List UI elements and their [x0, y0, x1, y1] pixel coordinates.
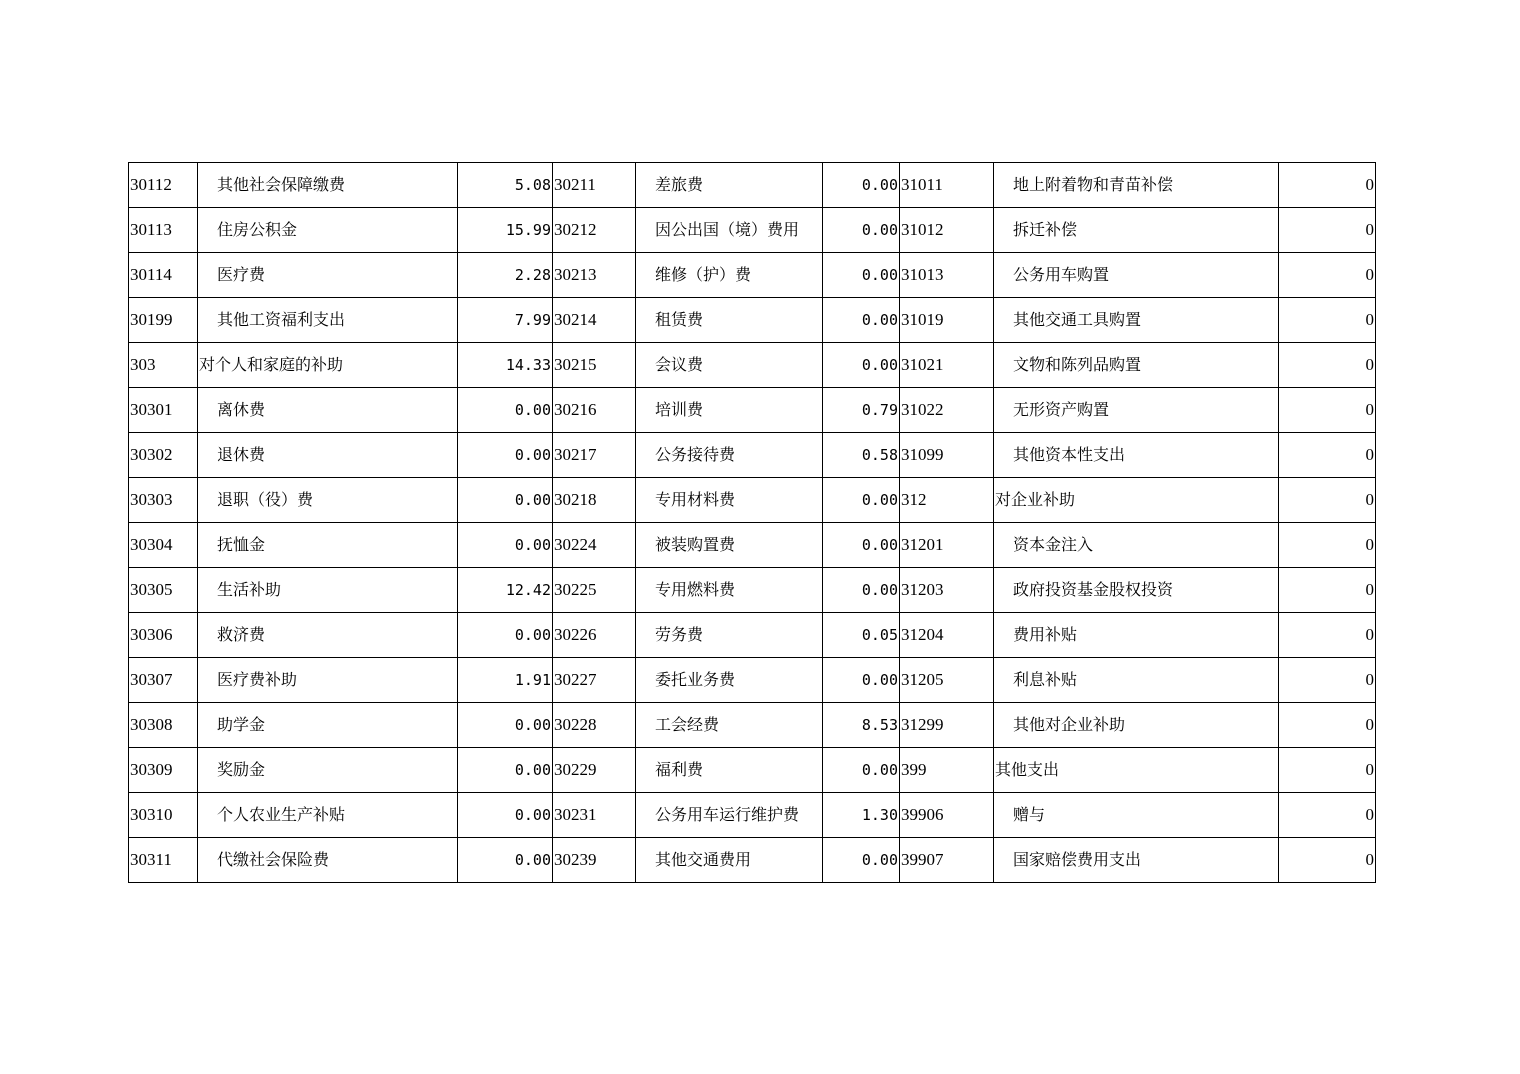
amount-cell: 0.00: [458, 433, 553, 478]
item-code-cell: 30225: [553, 568, 636, 613]
item-code-cell: 31205: [900, 658, 994, 703]
item-code-cell: 30199: [129, 298, 198, 343]
item-code-cell: 30309: [129, 748, 198, 793]
item-name-cell: 公务用车运行维护费: [636, 793, 823, 838]
amount-cell: 0.00: [823, 838, 900, 883]
item-name-cell: 政府投资基金股权投资: [994, 568, 1279, 613]
item-name-cell: 对个人和家庭的补助: [198, 343, 458, 388]
item-name-cell: 委托业务费: [636, 658, 823, 703]
table-row: [129, 298, 1376, 343]
item-name-cell: 助学金: [198, 703, 458, 748]
item-name-cell: 费用补贴: [994, 613, 1279, 658]
item-code-cell: 30305: [129, 568, 198, 613]
amount-cell: 12.42: [458, 568, 553, 613]
item-name-cell: 救济费: [198, 613, 458, 658]
item-name-cell: 拆迁补偿: [994, 208, 1279, 253]
amount-cell: 0.00: [823, 163, 900, 208]
amount-cell: 0.58: [823, 433, 900, 478]
amount-cell: 0: [1279, 253, 1376, 298]
item-code-cell: 30211: [553, 163, 636, 208]
amount-cell: 0: [1279, 388, 1376, 433]
amount-cell: 0: [1279, 298, 1376, 343]
item-name-cell: 其他社会保障缴费: [198, 163, 458, 208]
amount-cell: 0.00: [458, 793, 553, 838]
item-name-cell: 其他对企业补助: [994, 703, 1279, 748]
item-code-cell: 30113: [129, 208, 198, 253]
amount-cell: 0: [1279, 523, 1376, 568]
table-row: [129, 838, 1376, 883]
amount-cell: 0.00: [823, 343, 900, 388]
item-name-cell: 其他交通工具购置: [994, 298, 1279, 343]
item-code-cell: 30304: [129, 523, 198, 568]
amount-cell: 2.28: [458, 253, 553, 298]
item-name-cell: 因公出国（境）费用: [636, 208, 823, 253]
amount-cell: 14.33: [458, 343, 553, 388]
item-code-cell: 31019: [900, 298, 994, 343]
table-row: [129, 208, 1376, 253]
item-name-cell: 其他支出: [994, 748, 1279, 793]
item-name-cell: 奖励金: [198, 748, 458, 793]
amount-cell: 0.00: [458, 388, 553, 433]
item-name-cell: 会议费: [636, 343, 823, 388]
item-code-cell: 30212: [553, 208, 636, 253]
table-row: [129, 478, 1376, 523]
item-code-cell: 30301: [129, 388, 198, 433]
amount-cell: 0.00: [823, 523, 900, 568]
item-name-cell: 无形资产购置: [994, 388, 1279, 433]
item-code-cell: 31012: [900, 208, 994, 253]
item-code-cell: 30308: [129, 703, 198, 748]
item-name-cell: 福利费: [636, 748, 823, 793]
item-code-cell: 30226: [553, 613, 636, 658]
amount-cell: 0: [1279, 793, 1376, 838]
amount-cell: 1.91: [458, 658, 553, 703]
budget-table: [128, 162, 1376, 883]
amount-cell: 0.79: [823, 388, 900, 433]
item-code-cell: 30306: [129, 613, 198, 658]
item-code-cell: 30213: [553, 253, 636, 298]
amount-cell: 0.00: [458, 478, 553, 523]
item-code-cell: 31204: [900, 613, 994, 658]
item-code-cell: 30239: [553, 838, 636, 883]
item-name-cell: 其他工资福利支出: [198, 298, 458, 343]
amount-cell: 5.08: [458, 163, 553, 208]
amount-cell: 0.00: [458, 613, 553, 658]
amount-cell: 0: [1279, 703, 1376, 748]
table-row: [129, 568, 1376, 613]
item-name-cell: 专用燃料费: [636, 568, 823, 613]
item-code-cell: 30224: [553, 523, 636, 568]
item-name-cell: 公务用车购置: [994, 253, 1279, 298]
table-row: [129, 658, 1376, 703]
item-name-cell: 被装购置费: [636, 523, 823, 568]
item-name-cell: 其他交通费用: [636, 838, 823, 883]
item-code-cell: 30229: [553, 748, 636, 793]
item-name-cell: 资本金注入: [994, 523, 1279, 568]
table-row: [129, 163, 1376, 208]
amount-cell: 0.00: [823, 658, 900, 703]
item-code-cell: 39906: [900, 793, 994, 838]
amount-cell: 0: [1279, 433, 1376, 478]
table-row: [129, 388, 1376, 433]
amount-cell: 0.00: [823, 208, 900, 253]
item-code-cell: 303: [129, 343, 198, 388]
item-name-cell: 文物和陈列品购置: [994, 343, 1279, 388]
item-code-cell: 30231: [553, 793, 636, 838]
item-code-cell: 30310: [129, 793, 198, 838]
item-code-cell: 30227: [553, 658, 636, 703]
item-code-cell: 312: [900, 478, 994, 523]
item-code-cell: 30217: [553, 433, 636, 478]
item-code-cell: 30114: [129, 253, 198, 298]
amount-cell: 0: [1279, 613, 1376, 658]
item-name-cell: 差旅费: [636, 163, 823, 208]
amount-cell: 0: [1279, 208, 1376, 253]
item-code-cell: 31022: [900, 388, 994, 433]
amount-cell: 0.00: [823, 478, 900, 523]
item-name-cell: 医疗费补助: [198, 658, 458, 703]
amount-cell: 0.00: [823, 568, 900, 613]
item-code-cell: 39907: [900, 838, 994, 883]
amount-cell: 7.99: [458, 298, 553, 343]
item-code-cell: 399: [900, 748, 994, 793]
item-name-cell: 利息补贴: [994, 658, 1279, 703]
amount-cell: 0.00: [823, 253, 900, 298]
item-name-cell: 租赁费: [636, 298, 823, 343]
item-code-cell: 30303: [129, 478, 198, 523]
amount-cell: 0.00: [823, 748, 900, 793]
amount-cell: 8.53: [823, 703, 900, 748]
item-name-cell: 培训费: [636, 388, 823, 433]
amount-cell: 0: [1279, 658, 1376, 703]
item-code-cell: 31099: [900, 433, 994, 478]
item-name-cell: 退职（役）费: [198, 478, 458, 523]
item-name-cell: 生活补助: [198, 568, 458, 613]
item-name-cell: 国家赔偿费用支出: [994, 838, 1279, 883]
amount-cell: 0: [1279, 343, 1376, 388]
amount-cell: 0: [1279, 748, 1376, 793]
item-name-cell: 工会经费: [636, 703, 823, 748]
table-row: [129, 433, 1376, 478]
item-name-cell: 抚恤金: [198, 523, 458, 568]
item-name-cell: 住房公积金: [198, 208, 458, 253]
item-code-cell: 31203: [900, 568, 994, 613]
table-row: [129, 793, 1376, 838]
table-row: [129, 703, 1376, 748]
item-code-cell: 31011: [900, 163, 994, 208]
item-code-cell: 31021: [900, 343, 994, 388]
table-row: [129, 613, 1376, 658]
item-code-cell: 30228: [553, 703, 636, 748]
table-row: [129, 748, 1376, 793]
item-name-cell: 对企业补助: [994, 478, 1279, 523]
item-code-cell: 30214: [553, 298, 636, 343]
amount-cell: 0: [1279, 568, 1376, 613]
amount-cell: 0.00: [458, 523, 553, 568]
item-code-cell: 30218: [553, 478, 636, 523]
amount-cell: 1.30: [823, 793, 900, 838]
item-name-cell: 地上附着物和青苗补偿: [994, 163, 1279, 208]
amount-cell: 0: [1279, 838, 1376, 883]
amount-cell: 0.05: [823, 613, 900, 658]
item-code-cell: 30302: [129, 433, 198, 478]
table-row: [129, 343, 1376, 388]
item-code-cell: 30311: [129, 838, 198, 883]
item-name-cell: 医疗费: [198, 253, 458, 298]
item-code-cell: 30307: [129, 658, 198, 703]
item-code-cell: 31013: [900, 253, 994, 298]
amount-cell: 15.99: [458, 208, 553, 253]
item-code-cell: 30216: [553, 388, 636, 433]
item-name-cell: 维修（护）费: [636, 253, 823, 298]
item-name-cell: 退休费: [198, 433, 458, 478]
item-name-cell: 公务接待费: [636, 433, 823, 478]
item-name-cell: 专用材料费: [636, 478, 823, 523]
item-code-cell: 30215: [553, 343, 636, 388]
amount-cell: 0.00: [458, 838, 553, 883]
item-code-cell: 31201: [900, 523, 994, 568]
item-name-cell: 个人农业生产补贴: [198, 793, 458, 838]
item-name-cell: 离休费: [198, 388, 458, 433]
table-row: [129, 253, 1376, 298]
amount-cell: 0.00: [458, 703, 553, 748]
table-body: [129, 163, 1376, 883]
amount-cell: 0: [1279, 163, 1376, 208]
item-name-cell: 劳务费: [636, 613, 823, 658]
item-name-cell: 赠与: [994, 793, 1279, 838]
amount-cell: 0: [1279, 478, 1376, 523]
amount-cell: 0.00: [458, 748, 553, 793]
item-name-cell: 代缴社会保险费: [198, 838, 458, 883]
amount-cell: 0.00: [823, 298, 900, 343]
item-code-cell: 31299: [900, 703, 994, 748]
table-row: [129, 523, 1376, 568]
item-name-cell: 其他资本性支出: [994, 433, 1279, 478]
item-code-cell: 30112: [129, 163, 198, 208]
